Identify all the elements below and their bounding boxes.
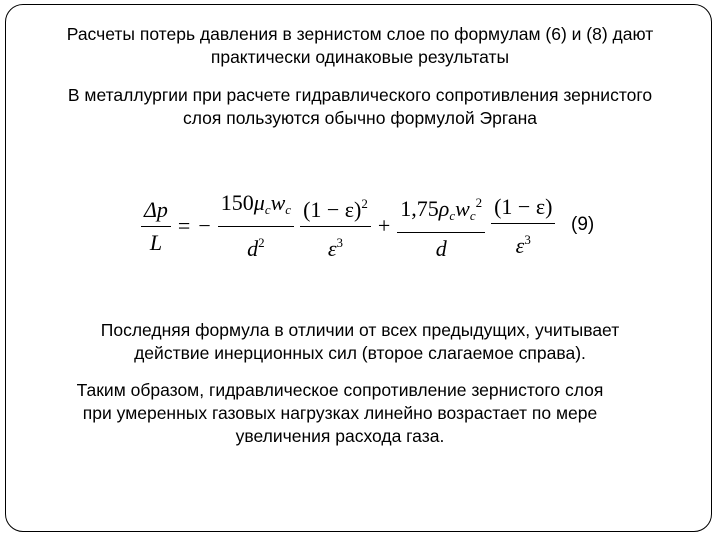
ergun-intro-line-1: В металлургии при расчете гидравлического сопротивления зернистого xyxy=(67,85,653,105)
term2-numerator xyxy=(397,190,485,233)
inertia-line-2: действие инерционных сил (второе слагаемое справа). xyxy=(134,343,586,363)
term1-coefficient: 150 xyxy=(220,190,254,215)
term2-d: d xyxy=(435,236,447,261)
term2-voids-fraction xyxy=(491,194,555,259)
term2-voids-numerator xyxy=(491,194,555,224)
term1-w-sub: c xyxy=(285,202,292,217)
term1-denominator xyxy=(244,227,268,262)
term2-denominator xyxy=(433,233,450,262)
term2-rho: ρ xyxy=(438,196,450,221)
term2-epsilon: ε xyxy=(515,232,525,258)
lhs-denominator: L xyxy=(149,229,163,255)
term2-rho-sub: c xyxy=(449,208,456,223)
intro-line-2: практически одинаковые результаты xyxy=(210,47,510,67)
term1-d: d xyxy=(247,236,259,261)
term1-voids-expr: (1 − ε) xyxy=(303,196,362,222)
term2-w-sub: c xyxy=(469,208,476,223)
equals-sign: = xyxy=(177,213,191,238)
intro-paragraph xyxy=(20,23,700,69)
term1-voids-fraction xyxy=(300,191,371,262)
lhs-numerator: Δp xyxy=(141,197,171,227)
intro-line-1: Расчеты потерь давления в зернистом слое по формулам (6) и (8) дают xyxy=(66,24,654,44)
term1-w: w xyxy=(270,190,286,215)
term1-d-exp: 2 xyxy=(258,235,265,250)
term1-voids-exp: 2 xyxy=(361,195,368,211)
term2-voids-denominator xyxy=(513,224,534,259)
term2-voids-expr: (1 − ε) xyxy=(494,193,553,219)
term1-voids-denominator xyxy=(325,227,346,262)
term1-numerator xyxy=(218,190,294,227)
minus-sign: − xyxy=(198,213,211,238)
term1-mu-sub: c xyxy=(264,202,271,217)
inertia-paragraph xyxy=(30,319,690,365)
conclusion-line-2: при умеренных газовых нагрузках линейно возрастает по мере xyxy=(82,403,598,423)
term2-w-exp: 2 xyxy=(475,195,483,210)
ergun-intro-line-2: слоя пользуются обычно формулой Эргана xyxy=(183,108,537,128)
conclusion-paragraph xyxy=(20,379,660,448)
conclusion-line-1: Таким образом, гидравлическое сопротивление зернистого слоя xyxy=(76,380,604,400)
lhs-fraction xyxy=(141,197,171,256)
term1-epsilon: ε xyxy=(327,235,337,261)
term1-fraction xyxy=(218,190,294,262)
term1-mu: μ xyxy=(253,190,265,215)
inertia-line-1: Последняя формула в отличии от всех предыдущих, учитывает xyxy=(100,320,620,340)
term1-epsilon-exp: 3 xyxy=(336,234,344,250)
term1-voids-numerator xyxy=(300,191,371,227)
term2-epsilon-exp: 3 xyxy=(524,231,531,247)
term2-coefficient: 1,75 xyxy=(400,196,439,221)
ergun-intro-paragraph xyxy=(20,84,700,130)
plus-sign: + xyxy=(377,213,391,238)
equation-number: (9) xyxy=(571,214,595,235)
conclusion-line-3: увеличения расхода газа. xyxy=(235,426,445,446)
term2-w: w xyxy=(455,196,470,221)
term2-fraction xyxy=(397,190,485,262)
ergun-formula xyxy=(138,190,558,262)
